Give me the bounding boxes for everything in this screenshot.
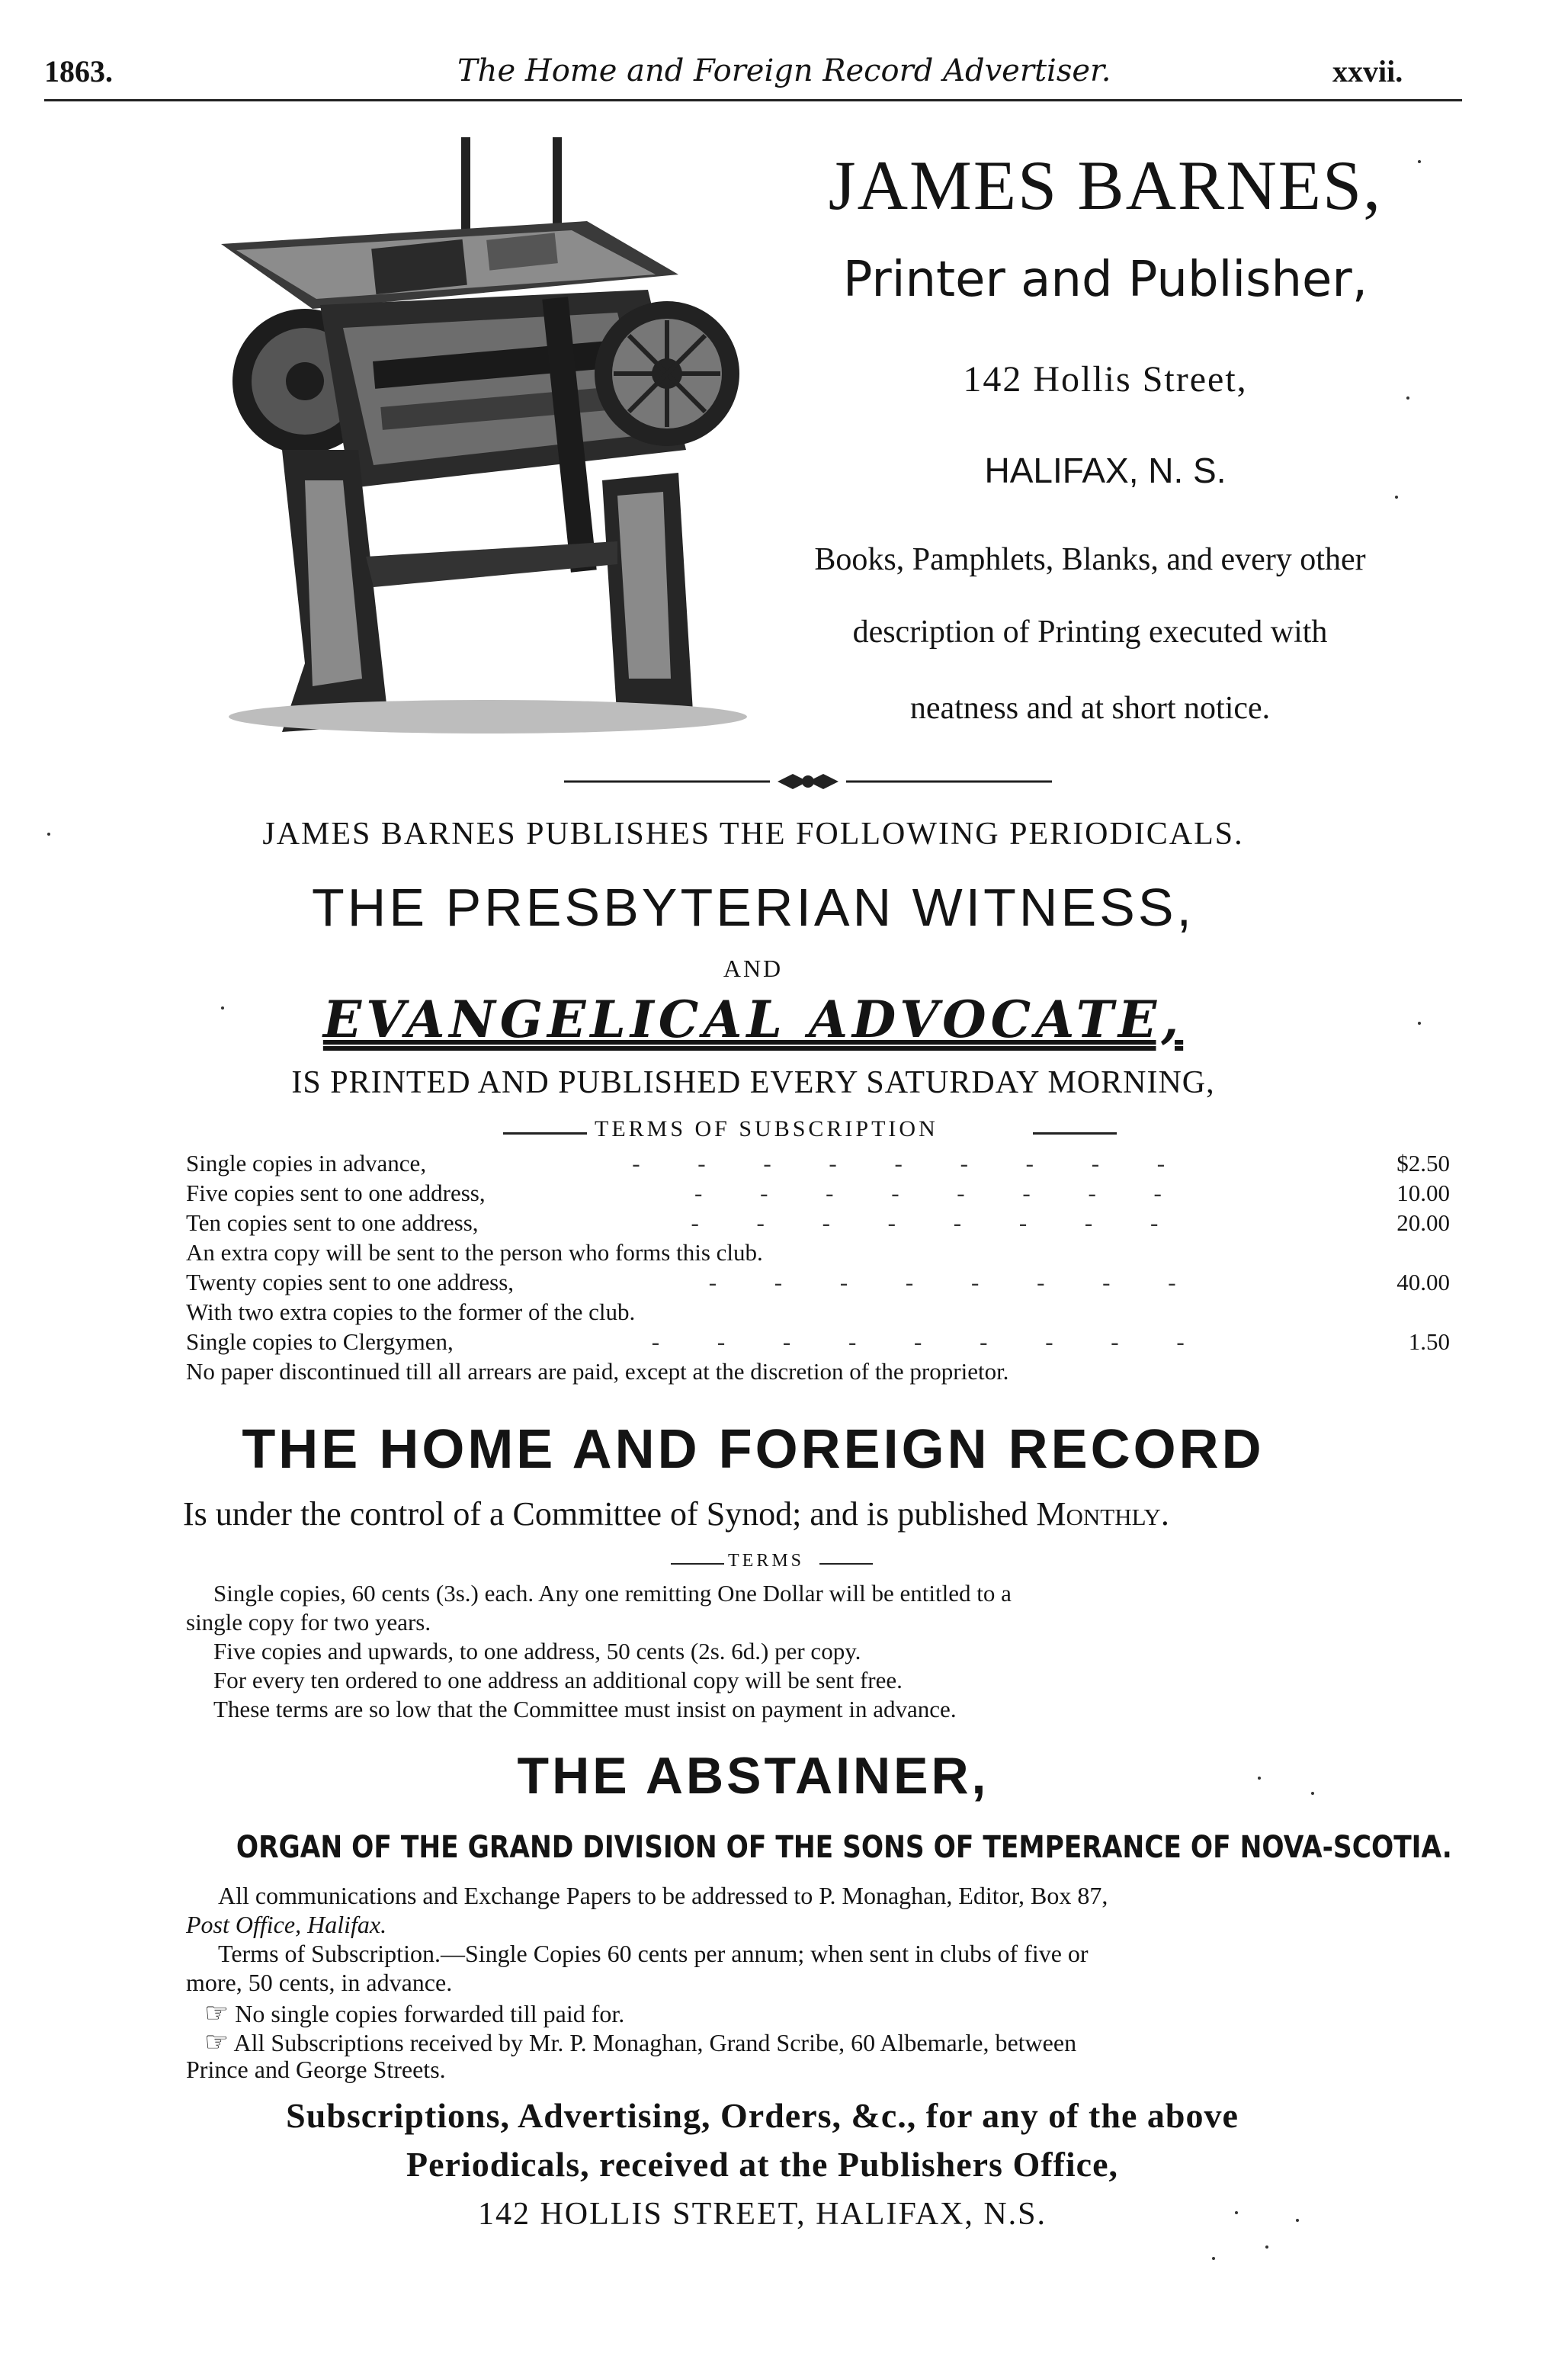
term-price: $2.50 bbox=[1396, 1150, 1450, 1176]
abstainer-line-5 bbox=[204, 1998, 624, 2029]
record-terms-heading: TERMS bbox=[728, 1551, 805, 1571]
record-term-line-5: These terms are so low that the Committee must insist on payment in advance. bbox=[213, 1696, 957, 1722]
witness-term-row: Five copies sent to one address, - - - - - - - - 10.00 bbox=[186, 1178, 1450, 1209]
print-speck bbox=[221, 1006, 224, 1010]
record-control-line bbox=[183, 1494, 1169, 1533]
term-text: Ten copies sent to one address, bbox=[186, 1209, 479, 1236]
record-term-line-3: Five copies and upwards, to one address, 50 cents (2s. 6d.) per copy. bbox=[213, 1638, 861, 1664]
term-text: Single copies in advance, bbox=[186, 1150, 427, 1176]
printing-press-illustration bbox=[191, 130, 770, 740]
header-year: 1863. bbox=[44, 54, 113, 88]
print-speck bbox=[1258, 1777, 1261, 1780]
periodicals-heading: JAMES BARNES PUBLISHES THE FOLLOWING PERIODICALS. bbox=[262, 817, 1244, 852]
witness-schedule: IS PRINTED AND PUBLISHED EVERY SATURDAY MORNING, bbox=[291, 1065, 1215, 1100]
abstainer-line-1: All communications and Exchange Papers to be addressed to P. Monaghan, Editor, Box 87, bbox=[218, 1882, 1108, 1909]
header-title: The Home and Foreign Record Advertiser. bbox=[457, 53, 1111, 88]
term-price: 40.00 bbox=[1396, 1269, 1450, 1295]
witness-and: AND bbox=[723, 955, 784, 982]
print-speck bbox=[1265, 2245, 1268, 2249]
term-text: With two extra copies to the former of the club. bbox=[186, 1298, 636, 1325]
witness-terms-rule-right bbox=[1033, 1132, 1117, 1135]
term-text: No paper discontinued till all arrears are paid, except at the discretion of the proprietor. bbox=[186, 1358, 1009, 1385]
witness-terms-heading: TERMS OF SUBSCRIPTION bbox=[595, 1116, 938, 1141]
abstainer-line-2: Post Office, Halifax. bbox=[186, 1911, 387, 1938]
witness-subtitle: EVANGELICAL ADVOCATE, bbox=[322, 990, 1184, 1049]
term-price: 1.50 bbox=[1408, 1328, 1450, 1355]
witness-title: THE PRESBYTERIAN WITNESS, bbox=[312, 878, 1194, 937]
witness-term-row: Twenty copies sent to one address, - - - - - - - - 40.00 bbox=[186, 1267, 1450, 1298]
print-speck bbox=[1418, 1022, 1421, 1025]
print-speck bbox=[1395, 496, 1398, 499]
print-speck bbox=[1406, 396, 1409, 400]
witness-term-row: Single copies to Clergymen, - - - - - - - - - 1.50 bbox=[186, 1327, 1450, 1357]
barnes-city: HALIFAX, N. S. bbox=[984, 451, 1227, 490]
abstainer-line-7: Prince and George Streets. bbox=[186, 2056, 446, 2083]
pointing-hand-icon: ☞ bbox=[204, 1998, 229, 2029]
print-speck bbox=[1296, 2219, 1299, 2222]
abstainer-title: THE ABSTAINER, bbox=[517, 1747, 989, 1805]
term-text: Twenty copies sent to one address, bbox=[186, 1269, 515, 1295]
record-term-line-2: single copy for two years. bbox=[186, 1609, 431, 1636]
term-text: Single copies to Clergymen, bbox=[186, 1328, 454, 1355]
record-term-line-4: For every ten ordered to one address an additional copy will be sent free. bbox=[213, 1667, 903, 1693]
abstainer-note-1: No single copies forwarded till paid for. bbox=[235, 2000, 625, 2027]
witness-term-row bbox=[186, 1237, 1450, 1268]
footer-line-2: Periodicals, received at the Publishers Office, bbox=[406, 2145, 1118, 2184]
record-control-text: Is under the control of a Committee of Synod; and is published bbox=[183, 1495, 1028, 1533]
print-speck bbox=[1212, 2257, 1215, 2260]
record-terms-rule-left bbox=[671, 1563, 724, 1565]
term-text: An extra copy will be sent to the person who forms this club. bbox=[186, 1239, 763, 1266]
barnes-description-line-2: description of Printing executed with bbox=[852, 615, 1328, 650]
witness-term-row bbox=[186, 1356, 1450, 1387]
print-speck bbox=[1418, 160, 1421, 163]
term-price: 10.00 bbox=[1396, 1180, 1450, 1206]
ornamental-divider bbox=[564, 770, 1052, 793]
witness-terms-rule-left bbox=[503, 1132, 587, 1135]
record-term-line-1: Single copies, 60 cents (3s.) each. Any one remitting One Dollar will be entitled to a bbox=[213, 1580, 1012, 1607]
footer-address: 142 HOLLIS STREET, HALIFAX, N.S. bbox=[477, 2197, 1047, 2232]
abstainer-line-6 bbox=[204, 2027, 1076, 2058]
barnes-role: Printer and Publisher, bbox=[842, 252, 1368, 308]
print-speck bbox=[1311, 1792, 1314, 1795]
abstainer-line-4: more, 50 cents, in advance. bbox=[186, 1969, 453, 1996]
pointing-hand-icon: ☞ bbox=[204, 2027, 229, 2058]
header-rule bbox=[44, 99, 1462, 101]
abstainer-organ-text: ORGAN OF THE GRAND DIVISION OF THE SONS OF TEMPERANCE OF NOVA-SCOTIA. bbox=[236, 1830, 1452, 1865]
record-title: THE HOME AND FOREIGN RECORD bbox=[242, 1419, 1265, 1480]
witness-term-row: Ten copies sent to one address, - - - - - - - - 20.00 bbox=[186, 1208, 1450, 1238]
witness-term-row bbox=[186, 1297, 1450, 1327]
footer-line-1: Subscriptions, Advertising, Orders, &c., for any of the above bbox=[286, 2096, 1239, 2135]
barnes-description-line-1: Books, Pamphlets, Blanks, and every other bbox=[814, 542, 1366, 577]
abstainer-note-2: All Subscriptions received by Mr. P. Monaghan, Grand Scribe, 60 Albemarle, between bbox=[233, 2029, 1077, 2056]
term-price: 20.00 bbox=[1396, 1209, 1450, 1236]
header-page-number: xxvii. bbox=[1332, 54, 1403, 88]
barnes-address: 142 Hollis Street, bbox=[963, 359, 1248, 400]
abstainer-organ bbox=[137, 1830, 1452, 1868]
record-terms-rule-right bbox=[819, 1563, 873, 1565]
barnes-description-line-3: neatness and at short notice. bbox=[909, 691, 1271, 726]
barnes-name: JAMES BARNES, bbox=[828, 146, 1383, 224]
print-speck bbox=[1235, 2211, 1238, 2214]
abstainer-line-3: Terms of Subscription.—Single Copies 60 cents per annum; when sent in clubs of five or bbox=[218, 1940, 1089, 1967]
term-text: Five copies sent to one address, bbox=[186, 1180, 486, 1206]
record-frequency: Monthly. bbox=[1036, 1495, 1169, 1533]
witness-term-row: Single copies in advance, - - - - - - - - - $2.50 bbox=[186, 1148, 1450, 1179]
print-speck bbox=[47, 833, 50, 836]
